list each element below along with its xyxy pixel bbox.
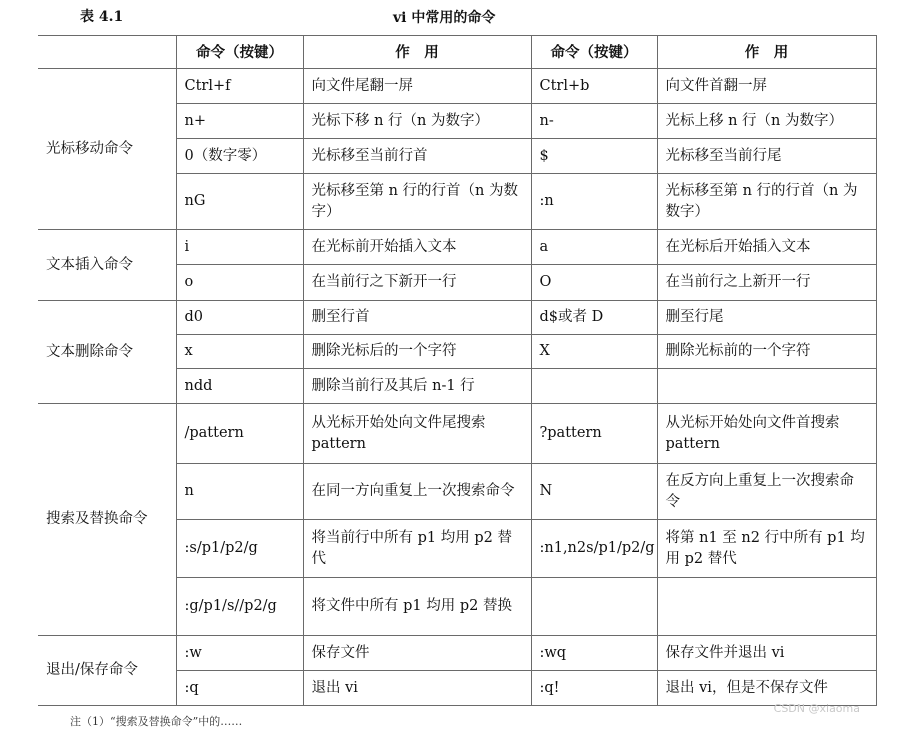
row-15-command-2: :q! bbox=[531, 671, 657, 706]
row-5-action-1: 在光标前开始插入文本 bbox=[303, 230, 531, 265]
table-row bbox=[38, 69, 876, 104]
row-5-command-2: a bbox=[531, 230, 657, 265]
row-14-action-2: 保存文件并退出 vi bbox=[657, 636, 876, 671]
row-9-command-1: ndd bbox=[176, 369, 303, 404]
table-number: 表 4.1 bbox=[80, 9, 124, 25]
row-7-command-1: d0 bbox=[176, 301, 303, 335]
row-15-action-2: 退出 vi，但是不保存文件 bbox=[657, 671, 876, 706]
row-11-command-1: n bbox=[176, 464, 303, 520]
watermark: CSDN @xiaoma bbox=[773, 702, 860, 715]
category-delete: 文本删除命令 bbox=[38, 301, 176, 404]
row-8-command-1: x bbox=[176, 335, 303, 369]
row-4-command-1: nG bbox=[176, 174, 303, 230]
row-9-command-2 bbox=[531, 369, 657, 404]
row-14-command-1: :w bbox=[176, 636, 303, 671]
row-10-action-2: 从光标开始处向文件首搜索 pattern bbox=[657, 404, 876, 464]
row-8-action-1: 删除光标后的一个字符 bbox=[303, 335, 531, 369]
row-14-command-2: :wq bbox=[531, 636, 657, 671]
category-insert: 文本插入命令 bbox=[38, 230, 176, 301]
table-row bbox=[38, 636, 876, 671]
row-10-command-2: ?pattern bbox=[531, 404, 657, 464]
row-8-action-2: 删除光标前的一个字符 bbox=[657, 335, 876, 369]
row-12-action-1: 将当前行中所有 p1 均用 p2 替代 bbox=[303, 520, 531, 578]
row-2-action-1: 光标下移 n 行（n 为数字） bbox=[303, 104, 531, 139]
row-4-action-1: 光标移至第 n 行的行首（n 为数字） bbox=[303, 174, 531, 230]
row-6-command-1: o bbox=[176, 265, 303, 301]
row-13-action-2 bbox=[657, 578, 876, 636]
row-2-action-2: 光标上移 n 行（n 为数字） bbox=[657, 104, 876, 139]
row-12-command-1: :s/p1/p2/g bbox=[176, 520, 303, 578]
row-12-command-2: :n1,n2s/p1/p2/g bbox=[531, 520, 657, 578]
category-exit: 退出/保存命令 bbox=[38, 636, 176, 706]
row-1-action-2: 向文件首翻一屏 bbox=[657, 69, 876, 104]
row-5-command-1: i bbox=[176, 230, 303, 265]
row-10-action-1: 从光标开始处向文件尾搜索 pattern bbox=[303, 404, 531, 464]
row-4-command-2: :n bbox=[531, 174, 657, 230]
row-9-action-2 bbox=[657, 369, 876, 404]
row-1-command-1: Ctrl+f bbox=[176, 69, 303, 104]
row-2-command-2: n- bbox=[531, 104, 657, 139]
row-15-action-1: 退出 vi bbox=[303, 671, 531, 706]
header-action-2: 作 用 bbox=[657, 36, 876, 69]
row-3-action-1: 光标移至当前行首 bbox=[303, 139, 531, 174]
row-13-command-2 bbox=[531, 578, 657, 636]
table-header-row bbox=[38, 36, 876, 69]
footnote: 注（1）“搜索及替换命令”中的…… bbox=[70, 715, 243, 728]
table-title: vi 中常用的命令 bbox=[393, 10, 496, 26]
row-11-action-1: 在同一方向重复上一次搜索命令 bbox=[303, 464, 531, 520]
category-cursor: 光标移动命令 bbox=[38, 69, 176, 230]
table-row bbox=[38, 404, 876, 464]
row-1-action-1: 向文件尾翻一屏 bbox=[303, 69, 531, 104]
table-row bbox=[38, 230, 876, 265]
row-12-action-2: 将第 n1 至 n2 行中所有 p1 均用 p2 替代 bbox=[657, 520, 876, 578]
row-11-command-2: N bbox=[531, 464, 657, 520]
row-14-action-1: 保存文件 bbox=[303, 636, 531, 671]
row-7-action-2: 删至行尾 bbox=[657, 301, 876, 335]
row-6-action-2: 在当前行之上新开一行 bbox=[657, 265, 876, 301]
header-command-1: 命令（按键） bbox=[176, 36, 303, 69]
row-1-command-2: Ctrl+b bbox=[531, 69, 657, 104]
row-11-action-2: 在反方向上重复上一次搜索命令 bbox=[657, 464, 876, 520]
row-7-command-2: d$或者 D bbox=[531, 301, 657, 335]
row-13-command-1: :g/p1/s//p2/g bbox=[176, 578, 303, 636]
header-action-1: 作 用 bbox=[303, 36, 531, 69]
row-3-action-2: 光标移至当前行尾 bbox=[657, 139, 876, 174]
row-6-action-1: 在当前行之下新开一行 bbox=[303, 265, 531, 301]
row-3-command-2: $ bbox=[531, 139, 657, 174]
header-command-2: 命令（按键） bbox=[531, 36, 657, 69]
row-2-command-1: n+ bbox=[176, 104, 303, 139]
row-13-action-1: 将文件中所有 p1 均用 p2 替换 bbox=[303, 578, 531, 636]
row-6-command-2: O bbox=[531, 265, 657, 301]
header-category-blank bbox=[38, 36, 176, 69]
category-search: 搜索及替换命令 bbox=[38, 404, 176, 636]
row-8-command-2: X bbox=[531, 335, 657, 369]
row-15-command-1: :q bbox=[176, 671, 303, 706]
row-3-command-1: 0（数字零） bbox=[176, 139, 303, 174]
row-10-command-1: /pattern bbox=[176, 404, 303, 464]
table-row bbox=[38, 301, 876, 335]
vi-commands-table bbox=[38, 35, 877, 706]
row-7-action-1: 删至行首 bbox=[303, 301, 531, 335]
row-4-action-2: 光标移至第 n 行的行首（n 为数字） bbox=[657, 174, 876, 230]
row-9-action-1: 删除当前行及其后 n-1 行 bbox=[303, 369, 531, 404]
row-5-action-2: 在光标后开始插入文本 bbox=[657, 230, 876, 265]
